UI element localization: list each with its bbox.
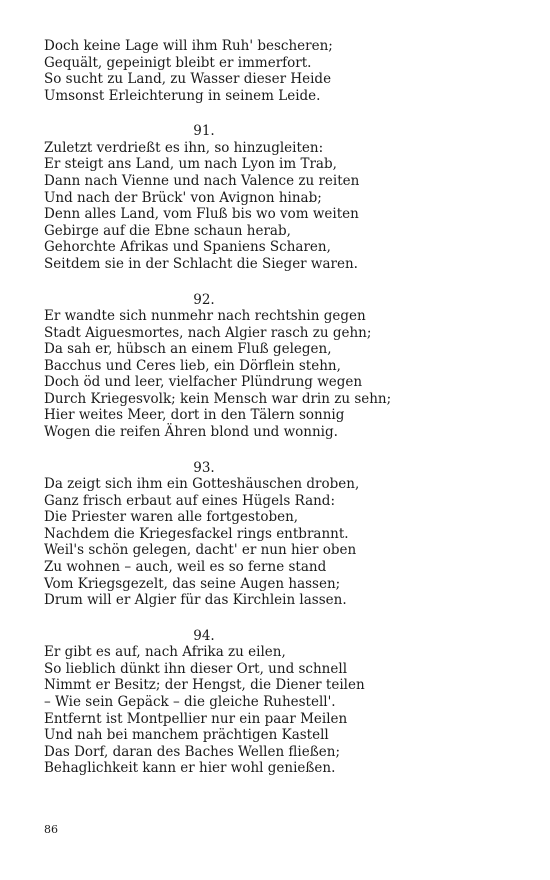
- verse-line: Das Dorf, daran des Baches Wellen fließen;: [44, 743, 340, 760]
- verse-line: Doch öd und leer, vielfacher Plündrung wegen: [44, 374, 363, 391]
- verse-line: Durch Kriegesvolk; kein Mensch war drin zu sehn;: [44, 390, 392, 407]
- verse-line: Entfernt ist Montpellier nur ein paar Meilen: [44, 710, 348, 727]
- verse-line: Ganz frisch erbaut auf eines Hügels Rand:: [44, 492, 336, 509]
- verse-line: Und nach der Brück' von Avignon hinab;: [44, 189, 322, 206]
- verse-line: Wogen die reifen Ähren blond und wonnig.: [44, 424, 338, 441]
- verse-line: Drum will er Algier für das Kirchlein lassen.: [44, 592, 347, 609]
- verse-line: Zuletzt verdrießt es ihn, so hinzugleiten:: [44, 139, 324, 156]
- stanza-number: 92.: [193, 291, 215, 308]
- verse-line: Da zeigt sich ihm ein Gotteshäuschen droben,: [44, 476, 360, 493]
- verse-line: Weil's schön gelegen, dacht' er nun hier oben: [44, 542, 357, 559]
- verse-line: Er steigt ans Land, um nach Lyon im Trab,: [44, 156, 337, 173]
- verse-line: Bacchus und Ceres lieb, ein Dörflein stehn,: [44, 357, 341, 374]
- stanza-94: [44, 628, 514, 777]
- stanza-93: [44, 460, 514, 609]
- verse-line: Vom Kriegsgezelt, das seine Augen hassen;: [44, 575, 341, 592]
- verse-line: Da sah er, hübsch an einem Fluß gelegen,: [44, 341, 332, 358]
- poem-body: [44, 38, 514, 796]
- stanza-90-continuation: [44, 38, 514, 104]
- verse-line: Gehorchte Afrikas und Spaniens Scharen,: [44, 239, 331, 256]
- verse-line: Stadt Aiguesmortes, nach Algier rasch zu gehn;: [44, 324, 372, 341]
- verse-line: – Wie sein Gepäck – die gleiche Ruhestell'.: [44, 693, 336, 710]
- verse-line: Behaglichkeit kann er hier wohl genießen.: [44, 760, 336, 777]
- stanza-number: 93.: [193, 459, 215, 476]
- verse-line: Gequält, gepeinigt bleibt er immerfort.: [44, 54, 312, 71]
- stanza-number: 91.: [193, 123, 215, 140]
- stanza-91: [44, 123, 514, 272]
- verse-line: Und nah bei manchem prächtigen Kastell: [44, 727, 329, 744]
- verse-line: So lieblich dünkt ihn dieser Ort, und schnell: [44, 660, 348, 677]
- verse-line: Nimmt er Besitz; der Hengst, die Diener teilen: [44, 677, 365, 694]
- verse-line: Dann nach Vienne und nach Valence zu reiten: [44, 172, 360, 189]
- verse-line: Seitdem sie in der Schlacht die Sieger waren.: [44, 255, 358, 272]
- verse-line: Doch keine Lage will ihm Ruh' bescheren;: [44, 38, 333, 54]
- verse-line: Zu wohnen – auch, weil es so ferne stand: [44, 559, 327, 576]
- verse-line: Die Priester waren alle fortgestoben,: [44, 509, 299, 526]
- stanza-number: 94.: [193, 627, 215, 644]
- verse-line: Hier weites Meer, dort in den Tälern sonnig: [44, 407, 345, 424]
- verse-line: Umsonst Erleichterung in seinem Leide.: [44, 87, 321, 104]
- verse-line: So sucht zu Land, zu Wasser dieser Heide: [44, 71, 332, 88]
- verse-line: Gebirge auf die Ebne schaun herab,: [44, 222, 291, 239]
- verse-line: Er gibt es auf, nach Afrika zu eilen,: [44, 644, 286, 661]
- verse-line: Denn alles Land, vom Fluß bis wo vom weiten: [44, 206, 359, 223]
- page-number: 86: [44, 823, 58, 836]
- verse-line: Er wandte sich nunmehr nach rechtshin gegen: [44, 307, 366, 324]
- verse-line: Nachdem die Kriegesfackel rings entbrannt.: [44, 525, 349, 542]
- stanza-92: [44, 292, 514, 441]
